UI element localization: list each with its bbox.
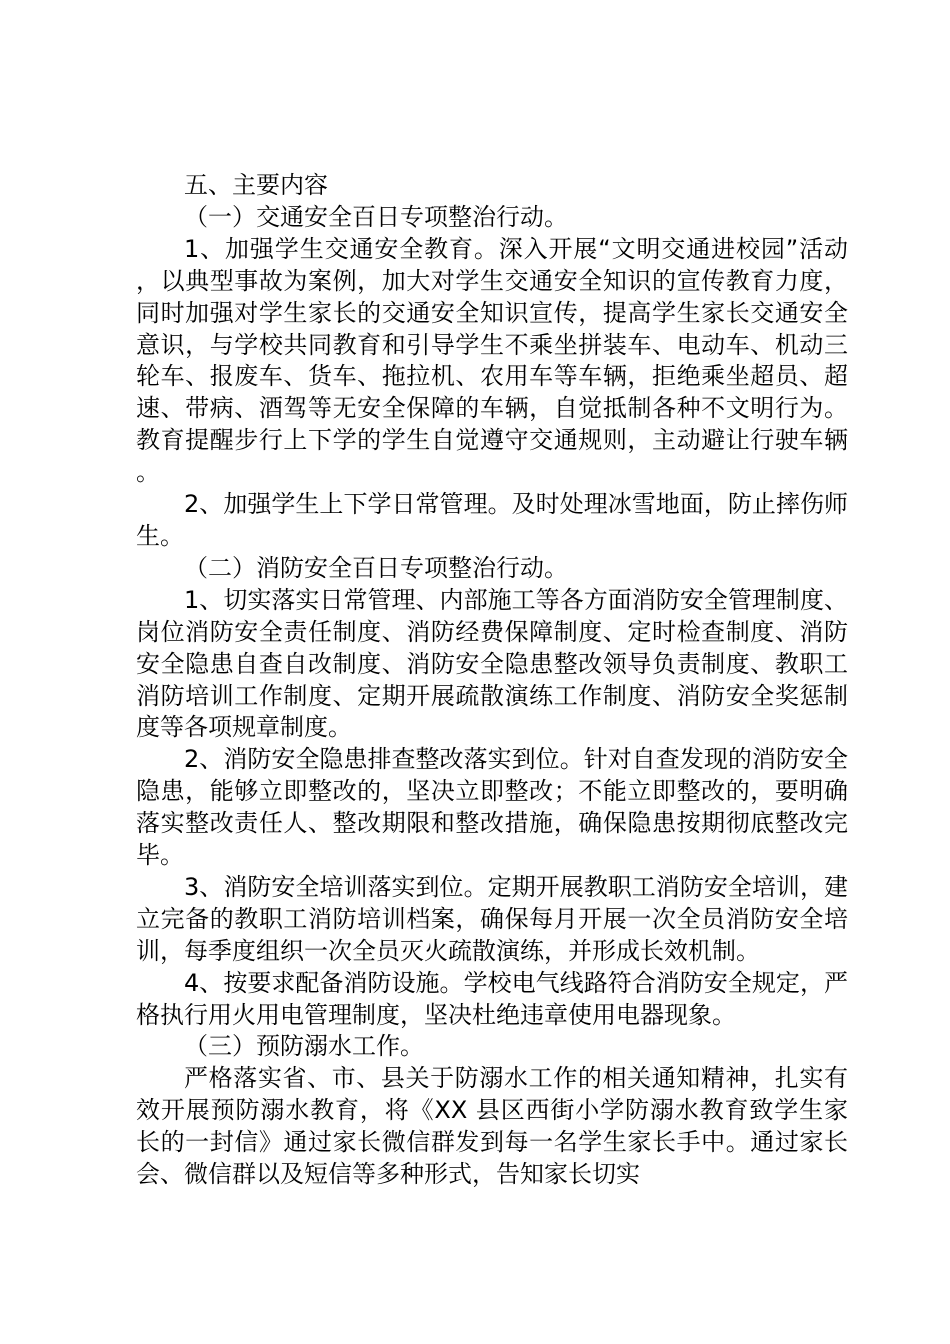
subsection-heading-fire: （二）消防安全百日专项整治行动。 — [184, 553, 568, 582]
paragraph-fire-training: 3、消防安全培训落实到位。定期开展教职工消防安全培训，建立完备的教职工消防培训档案，确保每月开展一次全员消防安全培训，每季度组织一次全员灭火疏散演练，并形成长效机制。 — [136, 872, 848, 965]
paragraph-fire-hazards: 2、消防安全隐患排查整改落实到位。针对自查发现的消防安全隐患，能够立即整改的，坚决立即整改；不能立即整改的，要明确落实整改责任人、整改期限和整改措施，确保隐患按期彻底整改完毕。 — [136, 745, 848, 870]
subsection-heading-traffic: （一）交通安全百日专项整治行动。 — [184, 202, 568, 231]
paragraph-fire-rules: 1、切实落实日常管理、内部施工等各方面消防安全管理制度、岗位消防安全责任制度、消防经费保障制度、定时检查制度、消防安全隐患自查自改制度、消防安全隐患整改领导负责制度、教职工消防培训工作制度、定期开展疏散演练工作制度、消防安全奖惩制度等各项规章制度。 — [136, 585, 848, 742]
paragraph-traffic-education: 1、加强学生交通安全教育。深入开展“文明交通进校园”活动，以典型事故为案例，加大对学生交通安全知识的宣传教育力度，同时加强对学生家长的交通安全知识宣传，提高学生家长交通安全意识，与学校共同教育和引导学生不乘坐拼装车、电动车、机动三轮车、报废车、货车、拖拉机、农用车等车辆，拒绝乘坐超员、超速、带病、酒驾等无安全保障的车辆，自觉抵制各种不文明行为。教育提醒步行上下学的学生自觉遵守交通规则，主动避让行驶车辆。 — [136, 234, 848, 487]
section-heading: 五、主要内容 — [184, 171, 328, 199]
document-body — [136, 170, 848, 1191]
paragraph-fire-equipment: 4、按要求配备消防设施。学校电气线路符合消防安全规定，严格执行用火用电管理制度，坚决杜绝违章使用电器现象。 — [136, 968, 848, 1029]
subsection-heading-drowning: （三）预防溺水工作。 — [184, 1032, 424, 1061]
paragraph-drowning-prevention: 严格落实省、市、县关于防溺水工作的相关通知精神，扎实有效开展预防溺水教育，将《XX 县区西街小学防溺水教育致学生家长的一封信》通过家长微信群发到每一名学生家长手中。通过家长会、微信群以及短信等多种形式，告知家长切实 — [136, 1064, 848, 1189]
paragraph-daily-management: 2、加强学生上下学日常管理。及时处理冰雪地面，防止摔伤师生。 — [136, 490, 848, 550]
